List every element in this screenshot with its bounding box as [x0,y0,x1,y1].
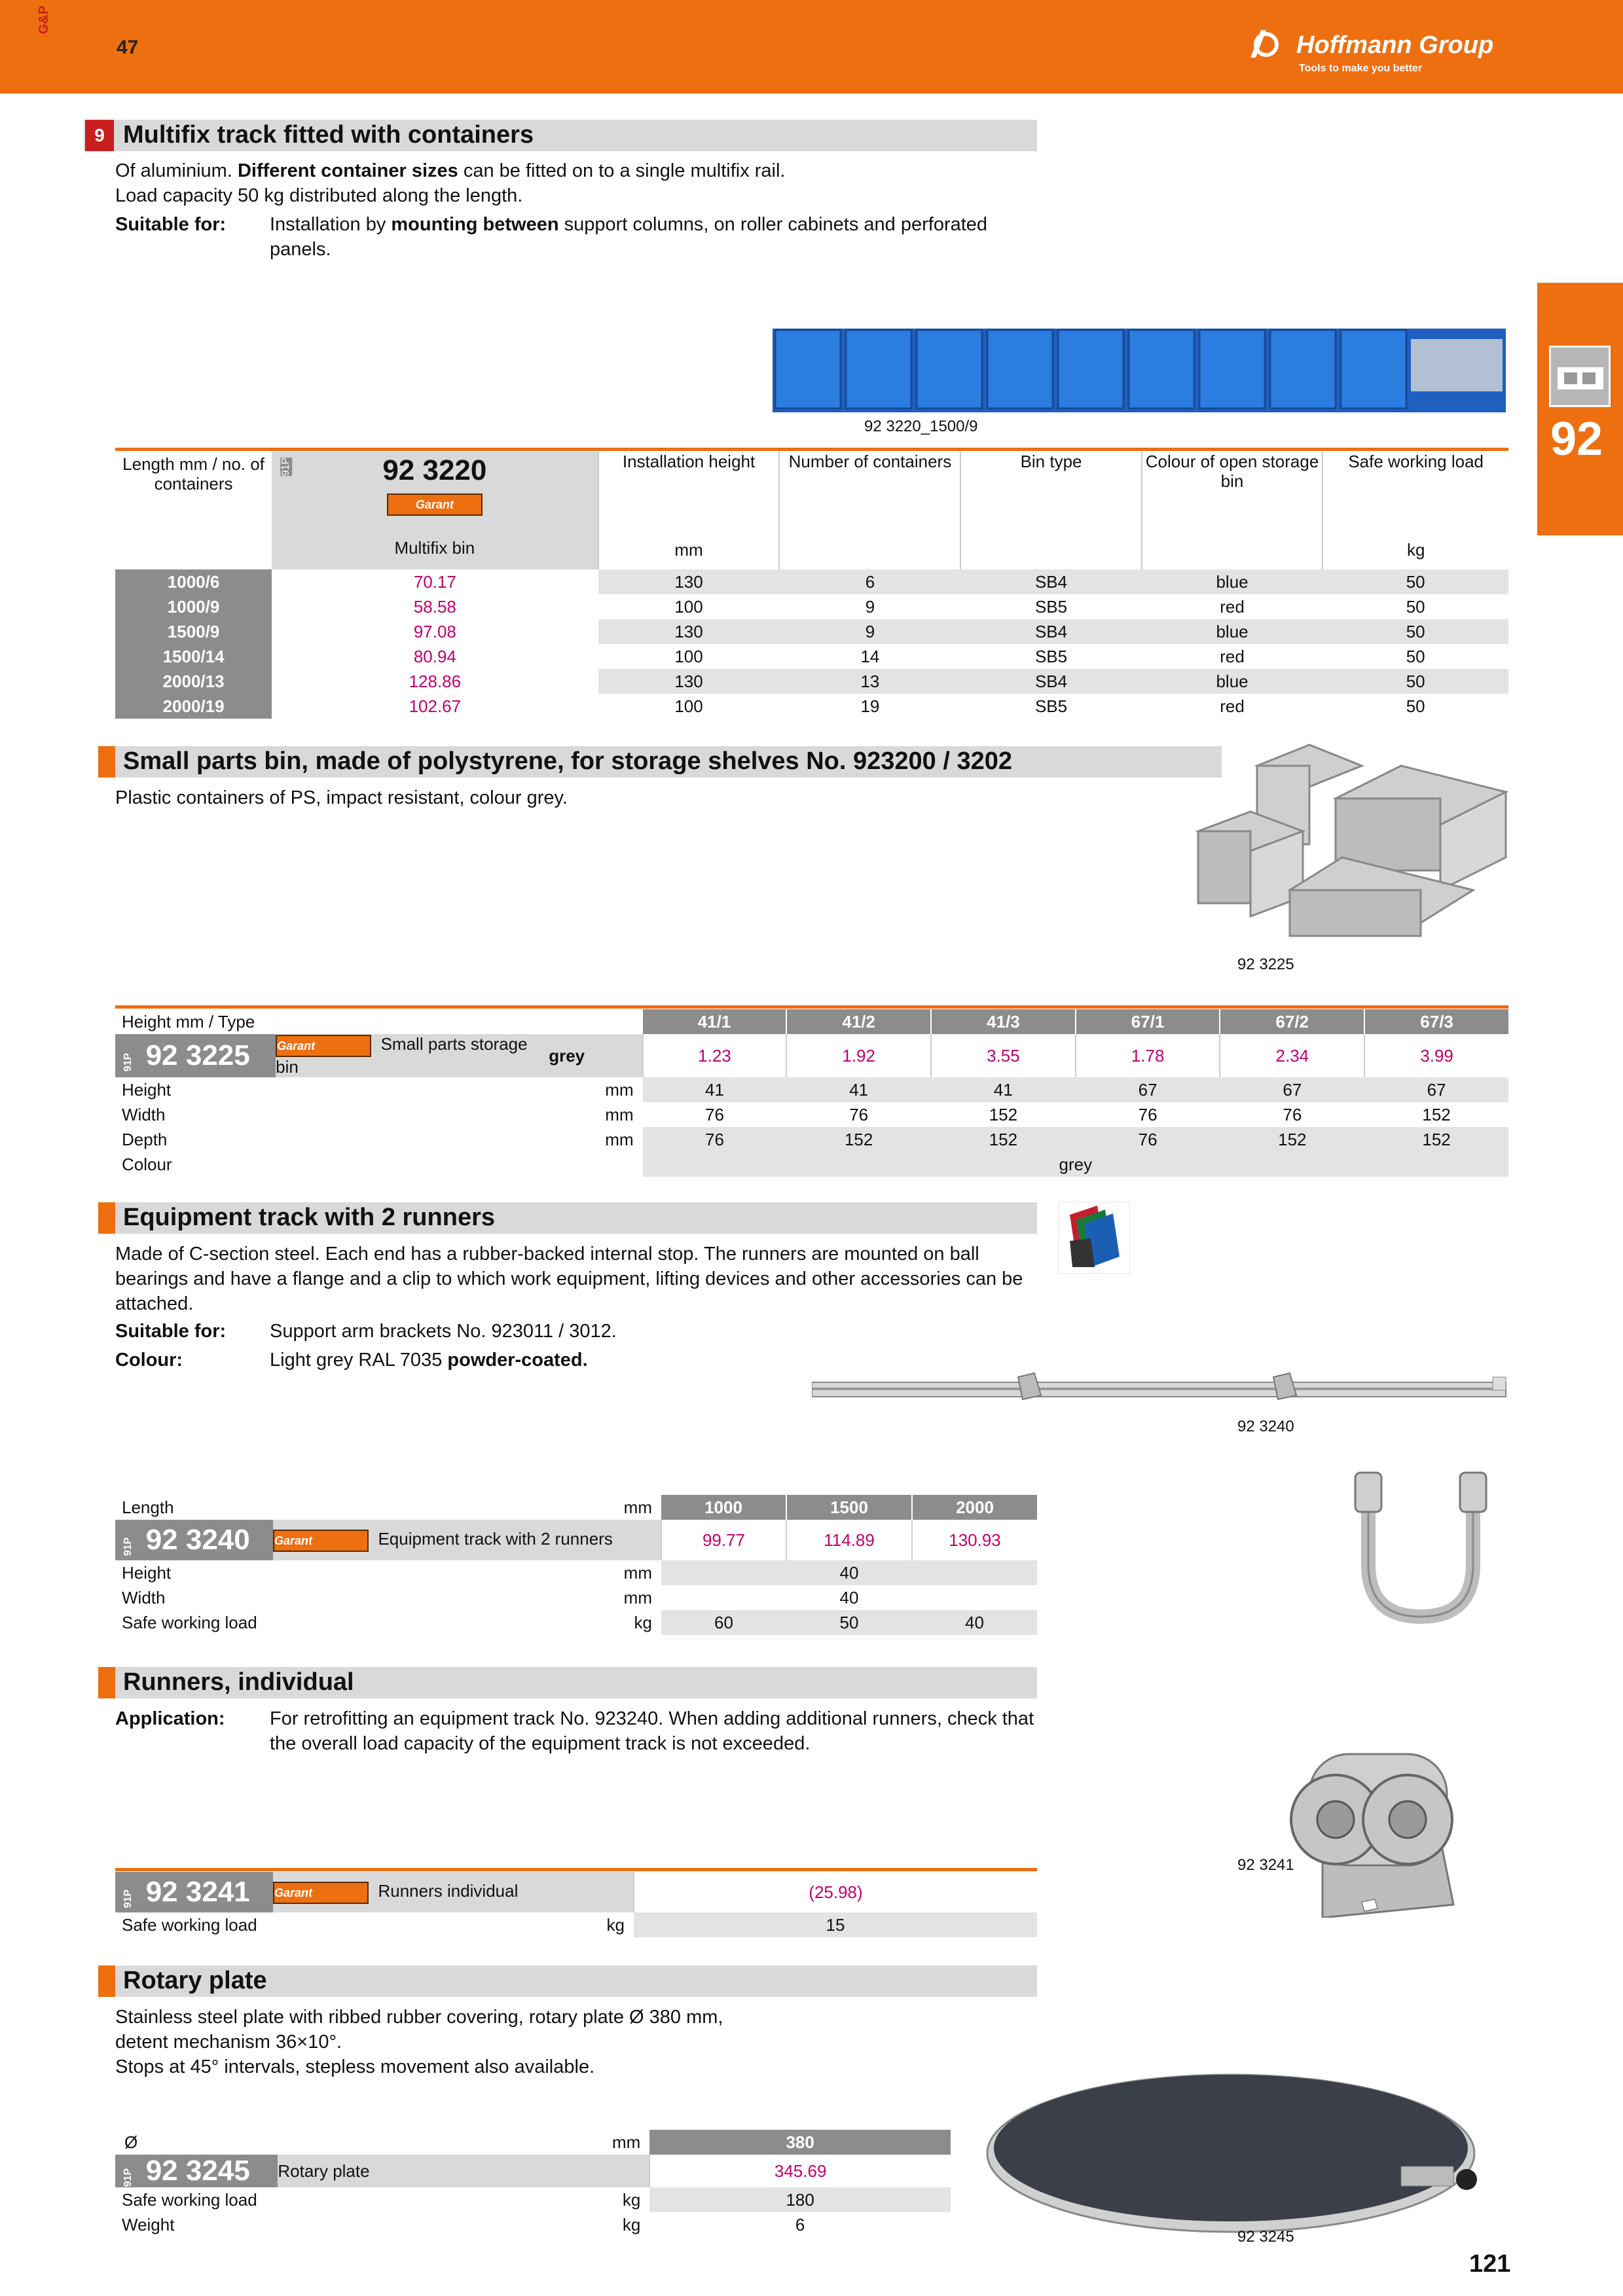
price: 3.55 [931,1034,1076,1077]
u-bracket-image [1342,1466,1499,1630]
type-67-1: 67/1 [1076,1009,1220,1034]
price: 345.69 [649,2155,951,2187]
equipment-track-table [115,1495,1037,1635]
article-92-3225: 91P 92 3225 [115,1034,276,1077]
track-suitable-label: Suitable for: [115,1321,227,1342]
multifix-table [115,452,1508,719]
track-colour-text: Light grey RAL 7035 powder-coated. [270,1350,588,1371]
table-row: Depth mm 76 152 152 76 152 152 [115,1127,1508,1152]
table-row: Weight kg 6 [122,2214,805,2234]
track-desc-line1: Made of C-section steel. Each end has a rubber-backed internal stop. The runners are mounted on ball [115,1244,979,1265]
rotary-image-caption: 92 3245 [1237,2228,1294,2246]
track-desc-line3: attached. [115,1293,194,1314]
small-parts-table [115,1009,1508,1177]
product-runners: Garant Runners individual [273,1872,541,1912]
section-title-multifix: Multifix track fitted with containers [123,121,534,149]
multifix-desc-line1: Of aluminium. Different container sizes can be fitted on to a single multifix rail. [115,160,786,181]
table-row: Colour grey [115,1152,1508,1177]
application-label: Application: [115,1708,225,1729]
hoffmann-logo-icon [1247,26,1292,59]
table-row: Safe working load kg 180 [115,2187,951,2212]
runner-image-caption: 92 3241 [1237,1856,1294,1874]
price: 1.78 [1076,1034,1220,1077]
unit: mm [623,1497,652,1517]
th-number-containers: Number of containers [779,452,960,569]
track-suitable-text: Support arm brackets No. 923011 / 3012. [270,1321,617,1342]
equipment-track-image [812,1368,1512,1414]
product-multifix-bin: Multifix bin [394,538,475,558]
section-title-rotary-plate: Rotary plate [123,1967,267,1994]
variant-grey: grey [549,1045,585,1066]
suitable-text: Installation by mounting between support columns, on roller cabinets and perforated [270,214,988,235]
type-67-2: 67/2 [1220,1009,1364,1034]
section-title-runners: Runners, individual [123,1668,354,1696]
price: 2.34 [1220,1034,1364,1077]
price: (25.98) [634,1872,1037,1912]
rotary-plate-table [115,2130,951,2237]
chapter-number: 92 [1550,413,1603,465]
price: 3.99 [1364,1034,1508,1077]
th-installation-height: Installation height mm [598,452,780,569]
article-92-3220: 92 3220 [382,454,487,486]
multifix-bins-image [773,326,1506,415]
price: 114.89 [786,1520,912,1560]
track-colour-label: Colour: [115,1350,183,1371]
length-1000: 1000 [661,1495,786,1520]
type-41-2: 41/2 [786,1009,931,1034]
table-row: Height mm 41 41 41 67 67 67 [115,1077,1508,1102]
type-41-1: 41/1 [643,1009,787,1034]
small-parts-bins-image [1192,740,1512,949]
section-marker [98,1202,115,1234]
diameter-label: Ø [124,2132,138,2152]
track-image-caption: 92 3240 [1237,1418,1294,1435]
table-row: Height mm 40 [115,1560,1037,1585]
article-header-cell [272,452,598,569]
table-row: 1500/14 80.94 100 14 SB5 red 50 [115,644,1508,669]
small-parts-desc: Plastic containers of PS, impact resistant, colour grey. [115,787,568,808]
table-row: Width mm 40 [122,1587,859,1607]
vertical-code: G&P [37,5,51,34]
length-label: Length [122,1497,174,1517]
th-colour: Colour of open storage bin [1142,452,1323,569]
runners-table [115,1872,1037,1937]
table-row: Safe working load kg 15 [115,1912,1037,1937]
section-marker [98,746,115,778]
runner-image [1270,1728,1473,1918]
rotary-plate-image [982,2062,1506,2245]
article-92-3240: 91P 92 3240 [115,1520,273,1560]
suitable-label: Suitable for: [115,214,227,235]
application-text-1: For retrofitting an equipment track No. 923240. When adding additional runners, check that [270,1708,1034,1729]
type-41-3: 41/3 [931,1009,1076,1034]
type-67-3: 67/3 [1364,1009,1508,1034]
product-rotary-plate: Rotary plate [278,2161,370,2181]
price: 1.23 [643,1034,787,1077]
table-row: 2000/13 128.86 130 13 SB4 blue 50 [115,669,1508,694]
article-92-3245: 91P 92 3245 [115,2155,278,2187]
table-row: Width mm 76 76 152 76 76 152 [122,1104,1451,1124]
garant-badge: Garant [387,493,483,516]
unit: mm [611,2132,641,2152]
price: 130.93 [912,1520,1037,1560]
multifix-desc-line2: Load capacity 50 kg distributed along the length. [115,185,523,206]
section-marker [98,1965,115,1997]
suitable-text-2: panels. [270,239,331,260]
product-equipment-track: Garant Equipment track with 2 runners [273,1520,661,1560]
multifix-image-caption: 92 3220_1500/9 [864,418,978,435]
length-1500: 1500 [786,1495,912,1520]
height-type-label: Height mm / Type [122,1011,255,1031]
brand-name: Hoffmann Group [1296,31,1494,59]
article-92-3241: 91P 92 3241 [115,1872,273,1912]
price: 1.92 [786,1034,931,1077]
length-2000: 2000 [912,1495,1037,1520]
price: 99.77 [661,1520,786,1560]
product-small-parts: Garant Small parts storage bin [276,1034,528,1077]
rotary-desc-line1: Stainless steel plate with ribbed rubber covering, rotary plate Ø 380 mm, [115,2007,723,2028]
table-row: 1000/9 58.58 100 9 SB5 red 50 [115,594,1508,619]
table-rule [115,1005,1508,1009]
prefix-91p: 91P [280,457,292,476]
section-marker [98,1667,115,1698]
brand-tagline: Tools to make you better [1299,63,1423,74]
rotary-desc-line3: Stops at 45° intervals, stepless movement also available. [115,2056,595,2077]
application-text-2: the overall load capacity of the equipment track is not exceeded. [270,1733,811,1754]
chapter-tab [1537,283,1623,535]
cabinet-icon [1549,346,1611,407]
top-page-number: 47 [117,37,139,58]
table-row: 2000/19 102.67 100 19 SB5 red 50 [115,694,1508,719]
small-parts-image-caption: 92 3225 [1237,956,1294,973]
colour-swatches-icon [1058,1202,1130,1274]
section-number: 9 [85,120,114,151]
th-safe-load: Safe working load kg [1322,452,1508,569]
rotary-desc-line2: detent mechanism 36×10°. [115,2032,342,2053]
th-bin-type: Bin type [960,452,1141,569]
table-row: 1000/6 70.17 130 6 SB4 blue 50 [115,569,1508,594]
table-rule [115,1868,1037,1871]
table-row: Safe working load kg 60 50 40 [115,1610,1037,1635]
track-desc-line2: bearings and have a flange and a clip to which work equipment, lifting devices and other accessories can be [115,1268,1023,1289]
table-rule [115,448,1508,451]
table-row: 1500/9 97.08 130 9 SB4 blue 50 [115,619,1508,644]
col-length-header: Length mm / no. of containers [122,454,264,493]
section-title-equipment-track: Equipment track with 2 runners [123,1204,495,1231]
section-title-small-parts: Small parts bin, made of polystyrene, for storage shelves No. 923200 / 3202 [123,747,1012,775]
page-number: 121 [1469,2250,1511,2278]
diameter-380: 380 [649,2130,951,2155]
